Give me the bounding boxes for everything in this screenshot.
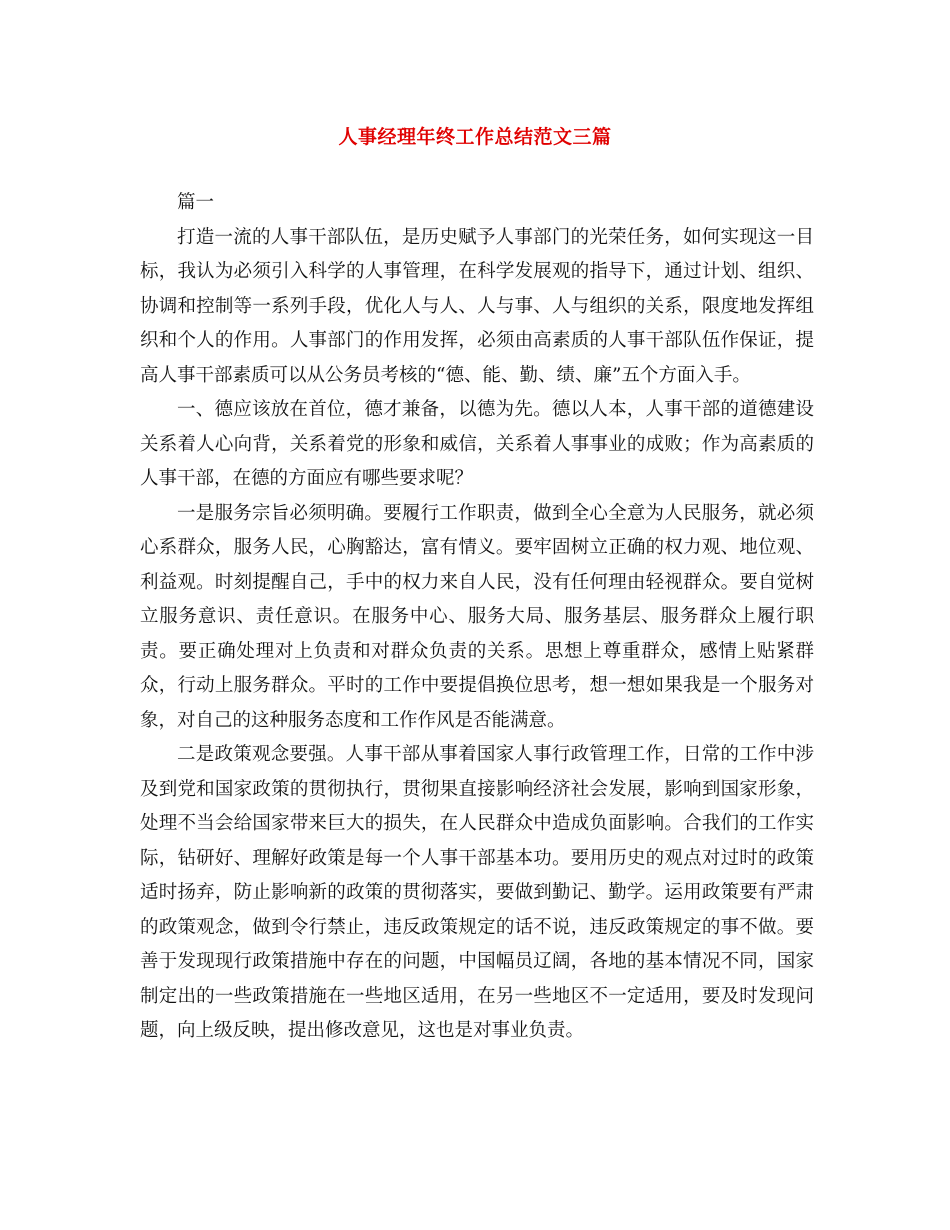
paragraph: 一、德应该放在首位，德才兼备，以德为先。德以人本，人事干部的道德建设关系着人心向背，关系着党的形象和威信，关系着人事事业的成败；作为高素质的人事干部，在德的方面应有哪些要求呢？: [140, 399, 814, 489]
paragraph: 打造一流的人事干部队伍，是历史赋予人事部门的光荣任务，如何实现这一目标，我认为必须引入科学的人事管理，在科学发展观的指导下，通过计划、组织、协调和控制等一系列手段，优化人与人、人与事、人与组织的关系，限度地发挥组织和个人的作用。人事部门的作用发挥，必须由高素质的人事干部队伍作保证，提高人事干部素质可以从公务员考核的“德、能、勤、绩、廉”五个方面入手。: [140, 226, 814, 386]
section-label: 篇一: [177, 192, 215, 213]
document-body: [140, 186, 814, 1049]
paragraph: 二是政策观念要强。人事干部从事着国家人事行政管理工作，日常的工作中涉及到党和国家政策的贯彻执行，贯彻果直接影响经济社会发展，影响到国家形象，处理不当会给国家带来巨大的损失，在人民群众中造成负面影响。合我们的工作实际，钻研好、理解好政策是每一个人事干部基本功。要用历史的观点对过时的政策适时扬弃，防止影响新的政策的贯彻落实，要做到勤记、勤学。运用政策要有严肃的政策观念，做到令行禁止，违反政策规定的话不说，违反政策规定的事不做。要善于发现现行政策措施中存在的问题，中国幅员辽阔，各地的基本情况不同，国家制定出的一些政策措施在一些地区适用，在另一些地区不一定适用，要及时发现问题，向上级反映，提出修改意见，这也是对事业负责。: [140, 744, 814, 1041]
document-title: 人事经理年终工作总结范文三篇: [338, 126, 612, 148]
paragraph: 一是服务宗旨必须明确。要履行工作职责，做到全心全意为人民服务，就必须心系群众，服务人民，心胸豁达，富有情义。要牢固树立正确的权力观、地位观、利益观。时刻提醒自己，手中的权力来自人民，没有任何理由轻视群众。要自觉树立服务意识、责任意识。在服务中心、服务大局、服务基层、服务群众上履行职责。要正确处理对上负责和对群众负责的关系。思想上尊重群众，感情上贴紧群众，行动上服务群众。平时的工作中要提倡换位思考，想一想如果我是一个服务对象，对自己的这种服务态度和工作作风是否能满意。: [140, 502, 814, 731]
